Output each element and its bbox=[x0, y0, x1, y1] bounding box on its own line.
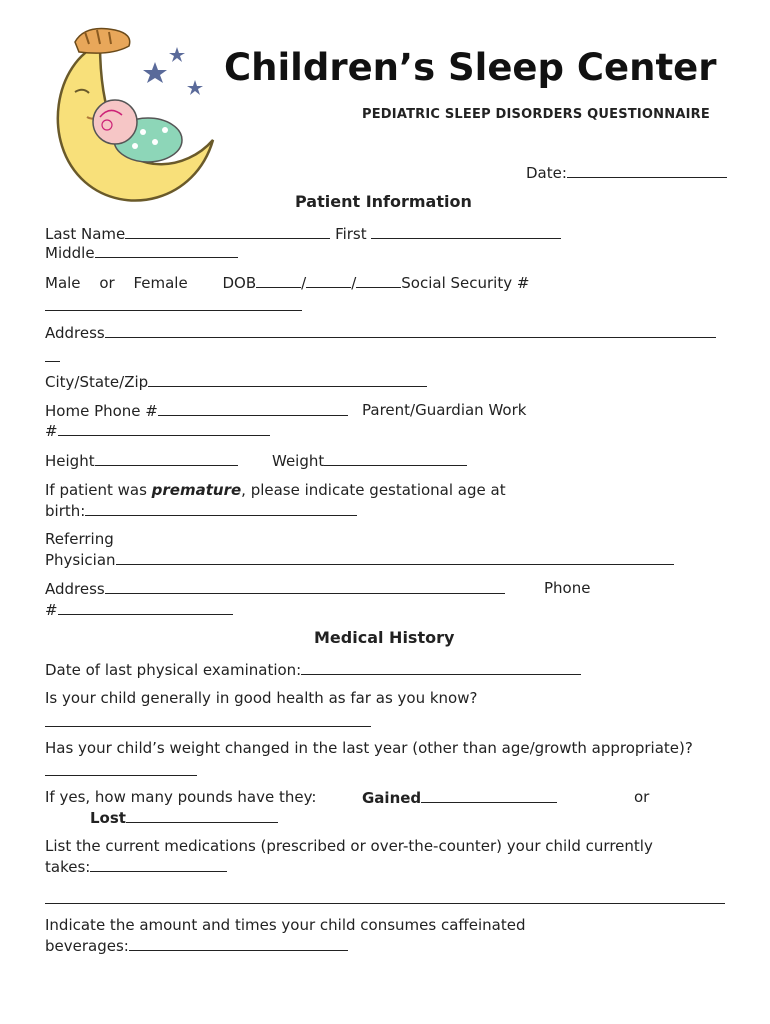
address-blank-wrap[interactable] bbox=[45, 347, 60, 362]
caffeine-question: Indicate the amount and times your child consumes caffeinated bbox=[45, 916, 526, 934]
good-health-blank[interactable] bbox=[45, 712, 371, 727]
pounds-question: If yes, how many pounds have they: bbox=[45, 788, 317, 806]
name-row bbox=[45, 224, 561, 243]
last-name-label: Last Name bbox=[45, 225, 126, 243]
parent-work-hash: # bbox=[45, 422, 58, 440]
home-phone-label: Home Phone # bbox=[45, 402, 158, 420]
first-name-label: First bbox=[335, 225, 367, 243]
address-row bbox=[45, 323, 716, 342]
birth-row bbox=[45, 501, 357, 520]
weight-changed-question: Has your child’s weight changed in the last year (other than age/growth appropriate)? bbox=[45, 739, 693, 757]
physician-address-label: Address bbox=[45, 580, 105, 598]
good-health-question: Is your child generally in good health as far as you know? bbox=[45, 689, 478, 707]
moon-baby-logo bbox=[45, 22, 217, 207]
premature-row bbox=[45, 481, 506, 499]
dob-label: DOB bbox=[222, 274, 257, 292]
lost-label: Lost bbox=[90, 809, 126, 827]
or-label: or bbox=[634, 788, 650, 806]
middle-row bbox=[45, 243, 238, 262]
phone-row bbox=[45, 401, 348, 420]
medications-question: List the current medications (prescribed or over-the-counter) your child currently bbox=[45, 837, 653, 855]
premature-word: premature bbox=[151, 481, 242, 499]
referring-label: Referring bbox=[45, 530, 114, 548]
date-field[interactable] bbox=[526, 163, 727, 182]
physician-address-row bbox=[45, 579, 505, 598]
home-phone-blank[interactable] bbox=[158, 401, 348, 416]
medications-blank[interactable] bbox=[90, 857, 227, 872]
last-exam-blank[interactable] bbox=[301, 660, 581, 675]
gained-label: Gained bbox=[362, 789, 422, 807]
birth-label: birth: bbox=[45, 502, 86, 520]
ssn-blank[interactable] bbox=[45, 296, 302, 311]
city-row bbox=[45, 372, 427, 391]
beverages-row bbox=[45, 936, 348, 955]
parent-work-label: Parent/Guardian Work bbox=[362, 401, 527, 419]
dob-slash-2: / bbox=[351, 274, 357, 292]
beverages-blank[interactable] bbox=[129, 936, 348, 951]
weight-label: Weight bbox=[272, 452, 325, 470]
beverages-label: beverages: bbox=[45, 937, 129, 955]
weight-row bbox=[272, 451, 467, 470]
physician-phone-blank[interactable] bbox=[58, 600, 233, 615]
dob-slash-1: / bbox=[301, 274, 307, 292]
physician-phone-hash: # bbox=[45, 601, 58, 619]
parent-work-row bbox=[45, 421, 270, 440]
middle-name-blank[interactable] bbox=[95, 243, 238, 258]
physician-phone-row bbox=[45, 600, 233, 619]
medical-history-heading: Medical History bbox=[314, 628, 455, 647]
address-blank[interactable] bbox=[105, 323, 716, 338]
weight-changed-blank[interactable] bbox=[45, 761, 197, 776]
height-blank[interactable] bbox=[95, 451, 238, 466]
address-label: Address bbox=[45, 324, 105, 342]
lost-row bbox=[90, 808, 278, 827]
physician-row bbox=[45, 550, 674, 569]
first-name-blank[interactable] bbox=[371, 224, 561, 239]
document-title: Children’s Sleep Center bbox=[224, 46, 717, 89]
patient-info-heading: Patient Information bbox=[295, 192, 472, 211]
last-exam-row bbox=[45, 660, 581, 679]
middle-name-label: Middle bbox=[45, 244, 95, 262]
female-option[interactable]: Female bbox=[133, 274, 188, 292]
male-option[interactable]: Male bbox=[45, 274, 81, 292]
premature-text-post: , please indicate gestational age at bbox=[241, 481, 506, 499]
sex-dob-row bbox=[45, 273, 529, 292]
city-state-zip-blank[interactable] bbox=[148, 372, 427, 387]
takes-row bbox=[45, 857, 227, 876]
last-exam-label: Date of last physical examination: bbox=[45, 661, 302, 679]
dob-day-blank[interactable] bbox=[306, 273, 351, 288]
physician-blank[interactable] bbox=[116, 550, 674, 565]
parent-work-blank[interactable] bbox=[58, 421, 270, 436]
height-row bbox=[45, 451, 238, 470]
document-subtitle: PEDIATRIC SLEEP DISORDERS QUESTIONNAIRE bbox=[362, 107, 710, 122]
medications-blank-line-2[interactable] bbox=[45, 889, 725, 904]
premature-text-pre: If patient was bbox=[45, 481, 152, 499]
date-blank[interactable] bbox=[567, 163, 727, 178]
height-label: Height bbox=[45, 452, 95, 470]
dob-year-blank[interactable] bbox=[356, 273, 401, 288]
ssn-label: Social Security # bbox=[401, 274, 530, 292]
date-label: Date: bbox=[526, 164, 567, 182]
gained-row bbox=[362, 788, 557, 807]
takes-label: takes: bbox=[45, 858, 91, 876]
lost-blank[interactable] bbox=[126, 808, 278, 823]
physician-label: Physician bbox=[45, 551, 116, 569]
last-name-blank[interactable] bbox=[125, 224, 330, 239]
gained-blank[interactable] bbox=[421, 788, 557, 803]
city-state-zip-label: City/State/Zip bbox=[45, 373, 149, 391]
physician-address-blank[interactable] bbox=[105, 579, 505, 594]
weight-blank[interactable] bbox=[324, 451, 467, 466]
or-text: or bbox=[99, 274, 115, 292]
physician-phone-label: Phone bbox=[544, 579, 591, 597]
dob-month-blank[interactable] bbox=[256, 273, 301, 288]
gestational-age-blank[interactable] bbox=[85, 501, 357, 516]
